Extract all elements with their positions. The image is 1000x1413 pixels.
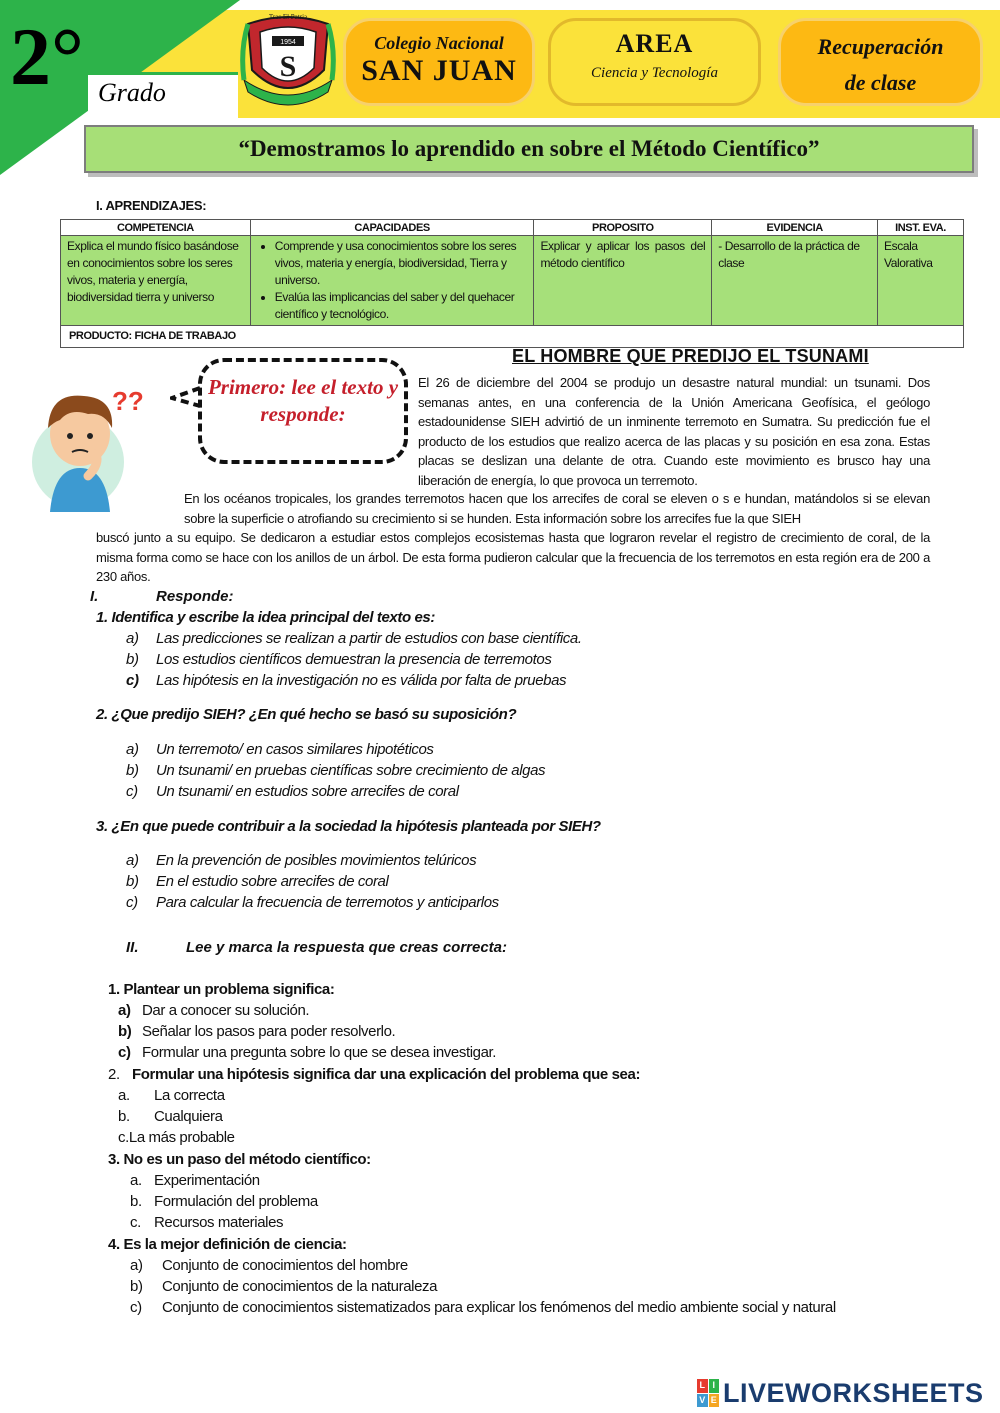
table-header-proposito: PROPOSITO — [534, 220, 712, 236]
part2-q1-option-b[interactable]: b) Señalar los pasos para poder resolverlo. — [118, 1023, 396, 1040]
part2-q2-option-a[interactable]: a. La correcta — [118, 1087, 225, 1104]
cell-capacidades — [250, 236, 534, 326]
header — [0, 0, 1000, 180]
table-header-capacidades: CAPACIDADES — [250, 220, 534, 236]
learning-table — [60, 219, 964, 348]
school-crest-logo — [240, 10, 336, 110]
part2-q4-option-c[interactable]: c) Conjunto de conocimientos sistematizados para explicar los fenómenos del medio ambiente social y natural — [130, 1299, 836, 1316]
question-3: 3. ¿En que puede contribuir a la sociedad la hipótesis planteada por SIEH? — [96, 818, 601, 835]
question-2: 2. ¿Que predijo SIEH? ¿En qué hecho se basó su suposición? — [96, 706, 517, 723]
crest-letter: S — [279, 50, 297, 83]
part2-question-2: 2. Formular una hipótesis significa dar una explicación del problema que sea: — [108, 1066, 641, 1083]
part1-numeral: I. — [90, 588, 99, 605]
story-title: EL HOMBRE QUE PREDIJO EL TSUNAMI — [512, 346, 869, 366]
area-subject: Ciencia y Tecnología — [591, 65, 718, 81]
story-paragraph-2 — [96, 489, 930, 587]
product-row: PRODUCTO: FICHA DE TRABAJO — [61, 326, 964, 348]
recovery-line-2: de clase — [844, 70, 917, 95]
part1-title: Responde: — [156, 588, 234, 605]
part2-q3-option-b[interactable]: b. Formulación del problema — [130, 1193, 318, 1210]
table-header-instrumento: INST. EVA. — [878, 220, 964, 236]
school-name: SAN JUAN — [361, 54, 517, 87]
liveworksheets-text: LIVEWORKSHEETS — [723, 1377, 984, 1408]
capacidad-item: • Evalúa las implicancias del saber y del quehacer científico y tecnológico. — [275, 289, 528, 323]
cell-proposito: Explicar y aplicar los pasos del método científico — [534, 236, 712, 326]
school-name-pill — [343, 18, 535, 106]
liveworksheets-icon: L I V E — [697, 1379, 719, 1407]
q3-option-a[interactable]: a) En la prevención de posibles movimientos telúricos — [126, 852, 477, 869]
q2-option-a[interactable]: a) Un terremoto/ en casos similares hipotéticos — [126, 741, 434, 758]
part2-question-1: 1. Plantear un problema significa: — [108, 981, 335, 998]
table-header-competencia: COMPETENCIA — [61, 220, 251, 236]
table-row — [61, 236, 964, 326]
part2-question-4: 4. Es la mejor definición de ciencia: — [108, 1236, 347, 1253]
part2-q1-option-a[interactable]: a) Dar a conocer su solución. — [118, 1002, 310, 1019]
part2-q2-option-b[interactable]: b. Cualquiera — [118, 1108, 223, 1125]
part2-q4-option-b[interactable]: b) Conjunto de conocimientos de la naturaleza — [130, 1278, 438, 1295]
recovery-pill — [778, 18, 983, 106]
question-marks-icon: ?? — [112, 386, 144, 416]
q1-option-a[interactable]: a) Las predicciones se realizan a partir de estudios con base científica. — [126, 630, 582, 647]
school-type: Colegio Nacional — [374, 33, 504, 53]
part2-title: Lee y marca la respuesta que creas correcta: — [186, 939, 508, 956]
table-header-evidencia: EVIDENCIA — [712, 220, 878, 236]
part2-q3-option-c[interactable]: c. Recursos materiales — [130, 1214, 284, 1231]
crest-motto: Tras El Patria — [268, 13, 308, 21]
grade-number: 2° — [10, 11, 84, 102]
cell-competencia: Explica el mundo físico basándose en conocimientos sobre los seres vivos, materia y energía, biodiversidad tierra y universo — [61, 236, 251, 326]
q3-option-c[interactable]: c) Para calcular la frecuencia de terremotos y anticiparlos — [126, 894, 499, 911]
story-paragraph-1: El 26 de diciembre del 2004 se produjo un desastre natural mundial: un tsunami. Dos semanas antes, en una conferencia de la Unión Americana Geofísica, el geólogo estadounidense SIEH advirtió de un inminente terremoto en Sumatra. Su predicción fue el producto de los estudios que realizo acerca de las placas y su posición en esa zona. Estas placas se deslizan una delante de otra. Cuando este movimiento es brusco hay una liberación de energía, lo que provoca un terremoto. — [418, 375, 930, 488]
part2-q3-option-a[interactable]: a. Experimentación — [130, 1172, 260, 1189]
area-label: AREA — [615, 29, 694, 58]
q1-option-b[interactable]: b) Los estudios científicos demuestran la presencia de terremotos — [126, 651, 552, 668]
liveworksheets-logo[interactable] — [697, 1376, 984, 1410]
question-1: 1. Identifica y escribe la idea principal del texto es: — [96, 609, 435, 626]
capacidad-item: • Comprende y usa conocimientos sobre los seres vivos, materia y energía, biodiversidad, Tierra y universo. — [275, 238, 528, 289]
part2-q2-option-c[interactable]: c.La más probable — [118, 1129, 235, 1146]
q2-option-c[interactable]: c) Un tsunami/ en estudios sobre arrecifes de coral — [126, 783, 459, 800]
learning-section-title: I. APRENDIZAJES: — [96, 198, 207, 213]
cell-evidencia: - Desarrollo de la práctica de clase — [712, 236, 878, 326]
area-pill — [548, 18, 761, 106]
grade-label: Grado — [98, 78, 166, 107]
story-paragraph-2-indented: En los océanos tropicales, los grandes terremotos hacen que los arrecifes de coral se eleven o s e hundan, matándolos si se elevan sobre la superficie o atrofiando su crecimiento si se hunden. Esta información sobre los arrecifes fue la que SIEH — [184, 491, 930, 526]
part2-question-3: 3. No es un paso del método científico: — [108, 1151, 371, 1168]
page-title: “Demostramos lo aprendido en sobre el Método Científico” — [84, 125, 974, 173]
speech-bubble-tail — [170, 384, 200, 410]
q2-option-b[interactable]: b) Un tsunami/ en pruebas científicas sobre crecimiento de algas — [126, 762, 546, 779]
cell-instrumento: Escala Valorativa — [878, 236, 964, 326]
story-paragraph-2-rest: buscó junto a su equipo. Se dedicaron a estudiar estos complejos ecosistemas hasta que lograron revelar el registro de crecimiento de coral, de la misma forma como se hace con los anillos de un árbol. De esta forma pudieron calcular que la frecuencia de los terremotos en esta región era de 200 a 230 años. — [96, 530, 930, 585]
part2-q4-option-a[interactable]: a) Conjunto de conocimientos del hombre — [130, 1257, 408, 1274]
instruction-bubble: Primero: lee el texto y responde: — [198, 358, 408, 464]
q3-option-b[interactable]: b) En el estudio sobre arrecifes de coral — [126, 873, 389, 890]
crest-year: 1954 — [280, 39, 296, 46]
q1-option-c[interactable]: c) Las hipótesis en la investigación no es válida por falta de pruebas — [126, 672, 567, 689]
part2-q1-option-c[interactable]: c) Formular una pregunta sobre lo que se desea investigar. — [118, 1044, 497, 1061]
recovery-line-1: Recuperación — [817, 34, 944, 59]
part2-numeral: II. — [126, 939, 139, 956]
